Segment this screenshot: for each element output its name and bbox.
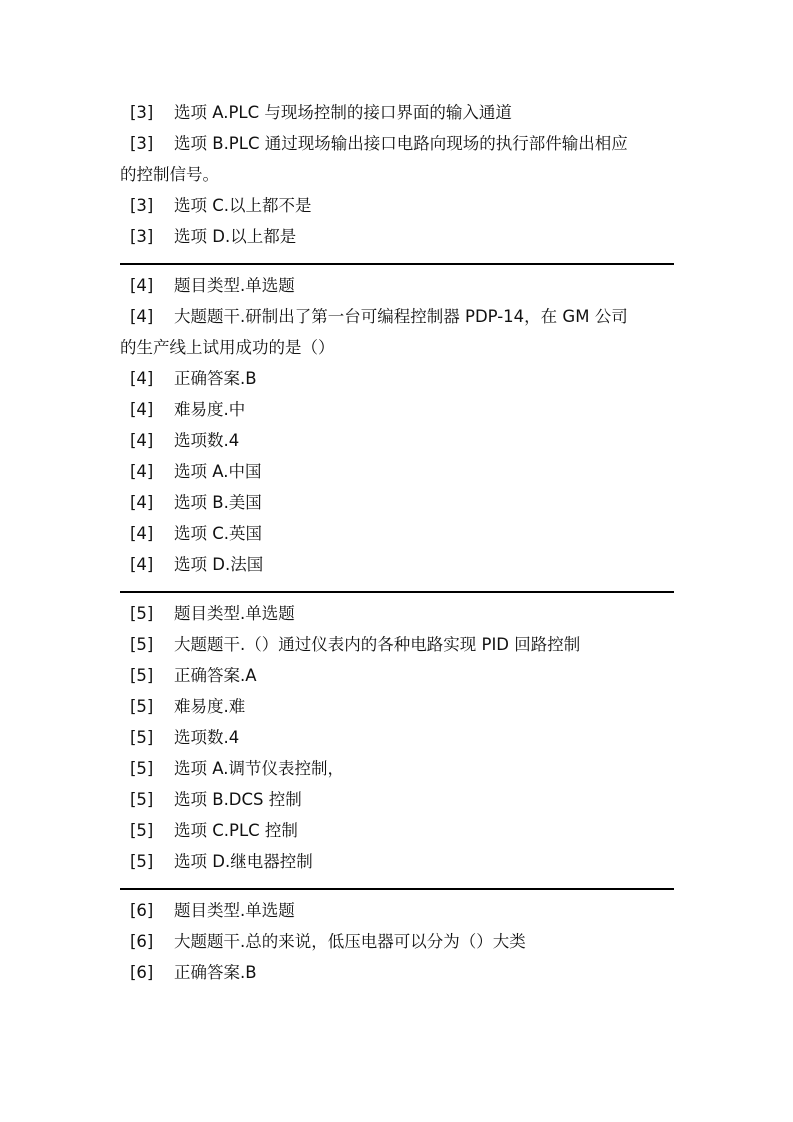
text-line: [6] 大题题干.总的来说，低压电器可以分为（）大类 [130, 932, 526, 951]
text-line: [4] 大题题干.研制出了第一台可编程控制器 PDP-14，在 GM 公司 [130, 307, 628, 326]
text-line: [3] 选项 D.以上都是 [130, 227, 297, 246]
document-page [120, 97, 674, 988]
text-line: [5] 选项 B.DCS 控制 [130, 790, 302, 809]
text-line: [3] 选项 A.PLC 与现场控制的接口界面的输入通道 [130, 103, 512, 122]
text-line: [5] 题目类型.单选题 [130, 604, 295, 623]
text-line: [4] 题目类型.单选题 [130, 276, 295, 295]
text-line: [5] 选项 C.PLC 控制 [130, 821, 298, 840]
text-line: [4] 正确答案.B [130, 369, 257, 388]
text-line: [5] 选项 D.继电器控制 [130, 852, 313, 871]
text-line: [6] 正确答案.B [130, 963, 257, 982]
text-line: [5] 正确答案.A [130, 666, 257, 685]
text-line: [4] 选项 B.美国 [130, 493, 262, 512]
text-line: [4] 选项 D.法国 [130, 555, 264, 574]
text-line: [4] 选项 C.英国 [130, 524, 263, 543]
text-line: [5] 大题题干.（）通过仪表内的各种电路实现 PID 回路控制 [130, 635, 581, 654]
text-line: [3] 选项 B.PLC 通过现场输出接口电路向现场的执行部件输出相应 [130, 134, 628, 153]
text-line: [4] 选项数.4 [130, 431, 240, 450]
text-line: [4] 难易度.中 [130, 400, 246, 419]
text-line: [5] 难易度.难 [130, 697, 246, 716]
text-line: [5] 选项数.4 [130, 728, 240, 747]
text-line: [6] 题目类型.单选题 [130, 901, 295, 920]
text-line: 的控制信号。 [120, 165, 219, 184]
text-line: [3] 选项 C.以上都不是 [130, 196, 312, 215]
text-line: 的生产线上试用成功的是（） [120, 338, 335, 357]
text-line: [4] 选项 A.中国 [130, 462, 262, 481]
text-line: [5] 选项 A.调节仪表控制， [130, 759, 344, 778]
